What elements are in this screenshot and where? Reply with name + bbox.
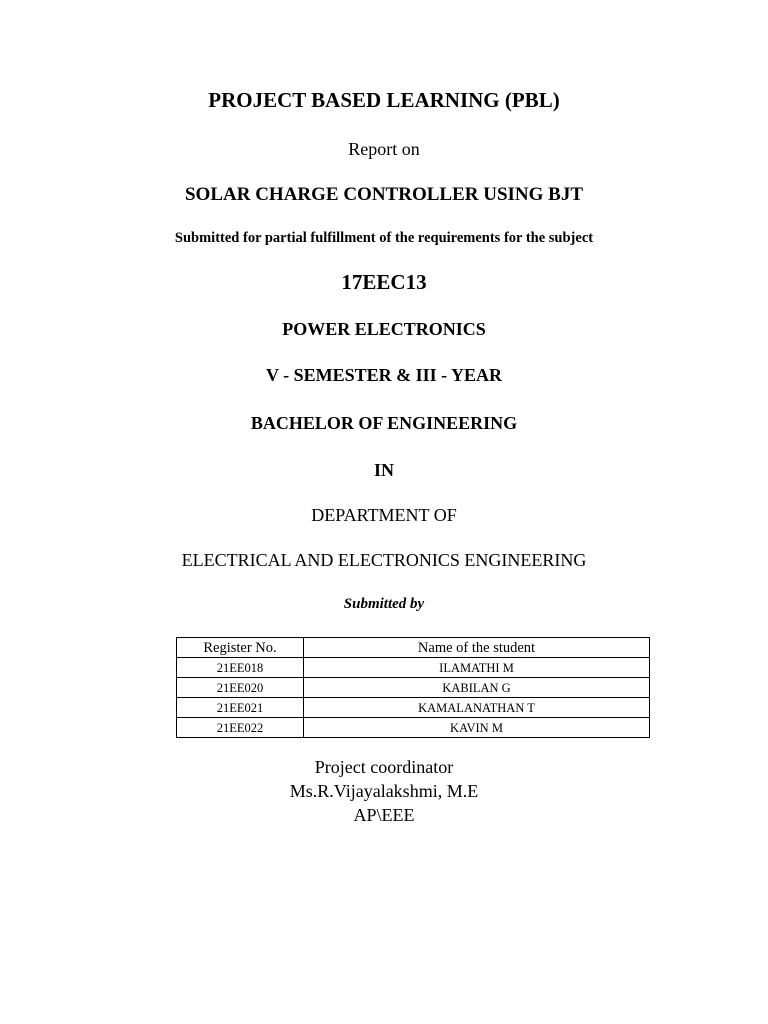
document-title: PROJECT BASED LEARNING (PBL) bbox=[208, 88, 560, 112]
register-number-cell: 21EE021 bbox=[177, 698, 304, 718]
student-name-cell: KAMALANATHAN T bbox=[304, 698, 650, 718]
report-on-label: Report on bbox=[348, 139, 420, 159]
project-title: SOLAR CHARGE CONTROLLER USING BJT bbox=[184, 184, 584, 205]
subject-name: POWER ELECTRONICS bbox=[282, 319, 486, 339]
submitted-by-label: Submitted by bbox=[343, 596, 425, 612]
register-number-cell: 21EE018 bbox=[177, 658, 304, 678]
coordinator-designation: AP\EEE bbox=[353, 805, 415, 825]
department-line-1: DEPARTMENT OF bbox=[311, 505, 457, 525]
table-row bbox=[177, 658, 650, 678]
student-name-cell: KAVIN M bbox=[304, 718, 650, 738]
table-row bbox=[177, 718, 650, 738]
table-header-row bbox=[177, 638, 650, 658]
department-line-2: ELECTRICAL AND ELECTRONICS ENGINEERING bbox=[181, 550, 587, 570]
register-number-header: Register No. bbox=[177, 638, 304, 658]
student-name-cell: KABILAN G bbox=[304, 678, 650, 698]
semester-year: V - SEMESTER & III - YEAR bbox=[265, 365, 503, 385]
students-table bbox=[176, 637, 650, 738]
table-row bbox=[177, 678, 650, 698]
student-name-header: Name of the student bbox=[304, 638, 650, 658]
coordinator-label: Project coordinator bbox=[314, 757, 454, 777]
table-row bbox=[177, 698, 650, 718]
submission-purpose: Submitted for partial fulfillment of the requirements for the subject bbox=[174, 230, 594, 246]
register-number-cell: 21EE022 bbox=[177, 718, 304, 738]
coordinator-name: Ms.R.Vijayalakshmi, M.E bbox=[289, 781, 479, 801]
student-name-cell: ILAMATHI M bbox=[304, 658, 650, 678]
degree-name: BACHELOR OF ENGINEERING bbox=[250, 413, 518, 433]
register-number-cell: 21EE020 bbox=[177, 678, 304, 698]
in-label: IN bbox=[373, 460, 394, 480]
subject-code: 17EEC13 bbox=[341, 270, 427, 294]
